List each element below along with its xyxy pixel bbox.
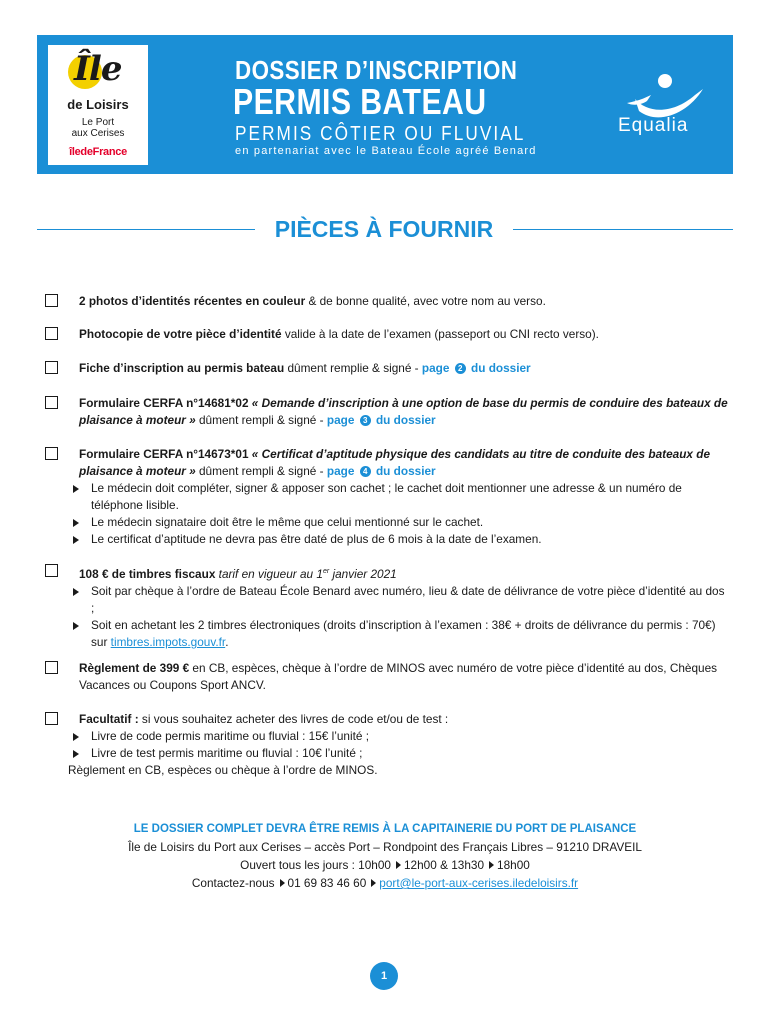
equalia-logo-text: Equalia (618, 115, 689, 136)
sub-bullet-text: Livre de test permis maritime ou fluvial : 10€ l’unité ; (91, 746, 363, 760)
sub-bullet-text: Le certificat d’aptitude ne devra pas être daté de plus de 6 mois à la date de l’examen. (91, 532, 542, 546)
item-rest: dûment rempli & signé - (195, 413, 327, 427)
title-line-2: PERMIS BATEAU (233, 81, 487, 122)
logo-ile-text: Île (74, 49, 122, 89)
ile-de-loisirs-logo (48, 45, 148, 165)
heading-rule-right (513, 229, 733, 230)
item-text (68, 711, 731, 779)
page-ref-suffix: du dossier (471, 361, 531, 375)
arrow-icon (371, 879, 376, 887)
bullet-triangle-icon (73, 536, 79, 544)
arrow-icon (396, 861, 401, 869)
item-rest: si vous souhaitez acheter des livres de code et/ou de test : (138, 712, 449, 726)
checkbox[interactable] (45, 294, 58, 307)
checkbox[interactable] (45, 327, 58, 340)
item-bold: 108 € de timbres fiscaux (79, 567, 216, 581)
sub-bullet (45, 480, 731, 514)
heading-rule-left (37, 229, 255, 230)
bullet-triangle-icon (73, 733, 79, 741)
section-heading (37, 212, 733, 248)
arrow-icon (489, 861, 494, 869)
footer (37, 820, 733, 892)
item-italic: « Demande d’inscription à une option de base du permis de conduire des bateaux de plaisance à moteur » (79, 396, 728, 427)
footer-contact (37, 874, 733, 892)
sub-bullet-text: Soit par chèque à l’ordre de Bateau École Benard avec numéro, lieu & date de délivrance de votre pièce d’identité au dos ; (91, 584, 725, 615)
item-text (79, 326, 731, 343)
sub-bullet (45, 531, 731, 548)
footer-hours (37, 856, 733, 874)
checkbox[interactable] (45, 712, 58, 725)
item-text (79, 660, 731, 694)
contact-email-link[interactable]: port@le-port-aux-cerises.iledeloisirs.fr (379, 876, 579, 890)
sub-bullet (45, 514, 731, 531)
page-ref-suffix: du dossier (375, 464, 436, 478)
ile-de-france-logo: îledeFrance (69, 146, 127, 158)
item-bold: Formulaire CERFA n°14681*02 (79, 396, 249, 410)
checkbox[interactable] (45, 661, 58, 674)
item-rest: dûment remplie & signé - (284, 361, 422, 375)
page-ref: page (326, 413, 355, 427)
item-bold: Facultatif : (79, 712, 139, 726)
item-bold: Formulaire CERFA n°14673*01 (79, 447, 249, 461)
sub-bullet (45, 728, 731, 745)
sub-bullet-text: Livre de code permis maritime ou fluvial : 15€ l’unité ; (91, 729, 370, 743)
checkbox[interactable] (45, 447, 58, 460)
bullet-triangle-icon (73, 519, 79, 527)
bullet-triangle-icon (73, 588, 79, 596)
item-italic-b: janvier 2021 (329, 567, 397, 581)
page-number-badge: 2 (455, 363, 466, 374)
checkbox[interactable] (45, 361, 58, 374)
contact-phone[interactable]: 01 69 83 46 60 (287, 876, 367, 890)
item-text (79, 395, 731, 429)
title-line-1: DOSSIER D’INSCRIPTION (235, 55, 518, 85)
title-line-3: PERMIS CÔTIER OU FLUVIAL (235, 123, 526, 145)
page-ref-suffix: du dossier (375, 413, 436, 427)
logo-port-line1: Le Port (81, 117, 115, 128)
checkbox[interactable] (45, 564, 58, 577)
ile-logo-mark (68, 49, 132, 93)
checkbox[interactable] (45, 396, 58, 409)
item-bold: Photocopie de votre pièce d’identité (79, 327, 282, 341)
item-text (79, 563, 731, 651)
item-rest: & de bonne qualité, avec votre nom au verso. (305, 294, 546, 308)
footer-address: Île de Loisirs du Port aux Cerises – accès Port – Rondpoint des Français Libres – 91210 DRAVEIL (128, 840, 642, 854)
item-bold: 2 photos d’identités récentes en couleur (79, 294, 306, 308)
item-sup: er (322, 568, 330, 575)
title-line-4: en partenariat avec le Bateau École agréé Benard (235, 145, 537, 157)
header-banner (37, 35, 733, 174)
bullet-triangle-icon (73, 622, 79, 630)
bullet-triangle-icon (73, 750, 79, 758)
item-bold: Fiche d’inscription au permis bateau (79, 361, 285, 375)
page-number-badge: 3 (360, 415, 371, 426)
sub-bullet (45, 617, 731, 651)
item-rest: en CB, espèces, chèque à l’ordre de MINOS avec numéro de votre pièce d’identité au dos, Chèques Vacances ou Coupons Sport ANCV. (79, 661, 718, 692)
contact-label: Contactez-nous (191, 876, 275, 890)
section-title: PIÈCES À FOURNIR (274, 216, 494, 242)
item-italic: « Certificat d’aptitude physique des candidats au titre de conduite des bateaux de plaisance à moteur » (79, 447, 711, 478)
item-italic: tarif en vigueur au 1 (215, 567, 323, 581)
page-ref: page (326, 464, 355, 478)
item-bold: Règlement de 399 € (79, 661, 190, 675)
sub-bullet (45, 583, 731, 617)
hours-close: 18h00 (497, 858, 530, 872)
logo-de-loisirs: de Loisirs (67, 97, 129, 112)
footer-notice: LE DOSSIER COMPLET DEVRA ÊTRE REMIS À LA CAPITAINERIE DU PORT DE PLAISANCE (133, 823, 637, 835)
item-rest: valide à la date de l’examen (passeport ou CNI recto verso). (281, 327, 599, 341)
sub-bullet-text: Le médecin doit compléter, signer & apposer son cachet ; le cachet doit mentionner une adresse & un numéro de téléphone lisible. (91, 481, 682, 512)
page-number: 1 (370, 962, 398, 990)
item-text (79, 293, 731, 310)
sub-bullet-text: Soit en achetant les 2 timbres électroniques (droits d’inscription à l’examen : 38€ + droits de délivrance du permis : 70€) sur (91, 618, 716, 649)
logo-port (48, 117, 148, 139)
hours-open: Ouvert tous les jours : 10h00 (240, 858, 391, 872)
arrow-icon (280, 879, 285, 887)
hours-mid: 12h00 & 13h30 (403, 858, 485, 872)
sub-bullet (45, 745, 731, 762)
bullet-triangle-icon (73, 485, 79, 493)
item-rest: dûment rempli & signé - (195, 464, 327, 478)
logo-port-line2: aux Cerises (71, 128, 125, 139)
item-text (79, 446, 731, 548)
link-after: . (225, 635, 229, 649)
page-ref: page (421, 361, 450, 375)
item-text (79, 360, 731, 377)
impots-link[interactable]: timbres.impots.gouv.fr (110, 635, 226, 649)
sub-bullet-text: Le médecin signataire doit être le même que celui mentionné sur le cachet. (91, 515, 484, 529)
page-number-badge: 4 (360, 466, 371, 477)
item-after-text: Règlement en CB, espèces ou chèque à l’ordre de MINOS. (68, 763, 378, 777)
